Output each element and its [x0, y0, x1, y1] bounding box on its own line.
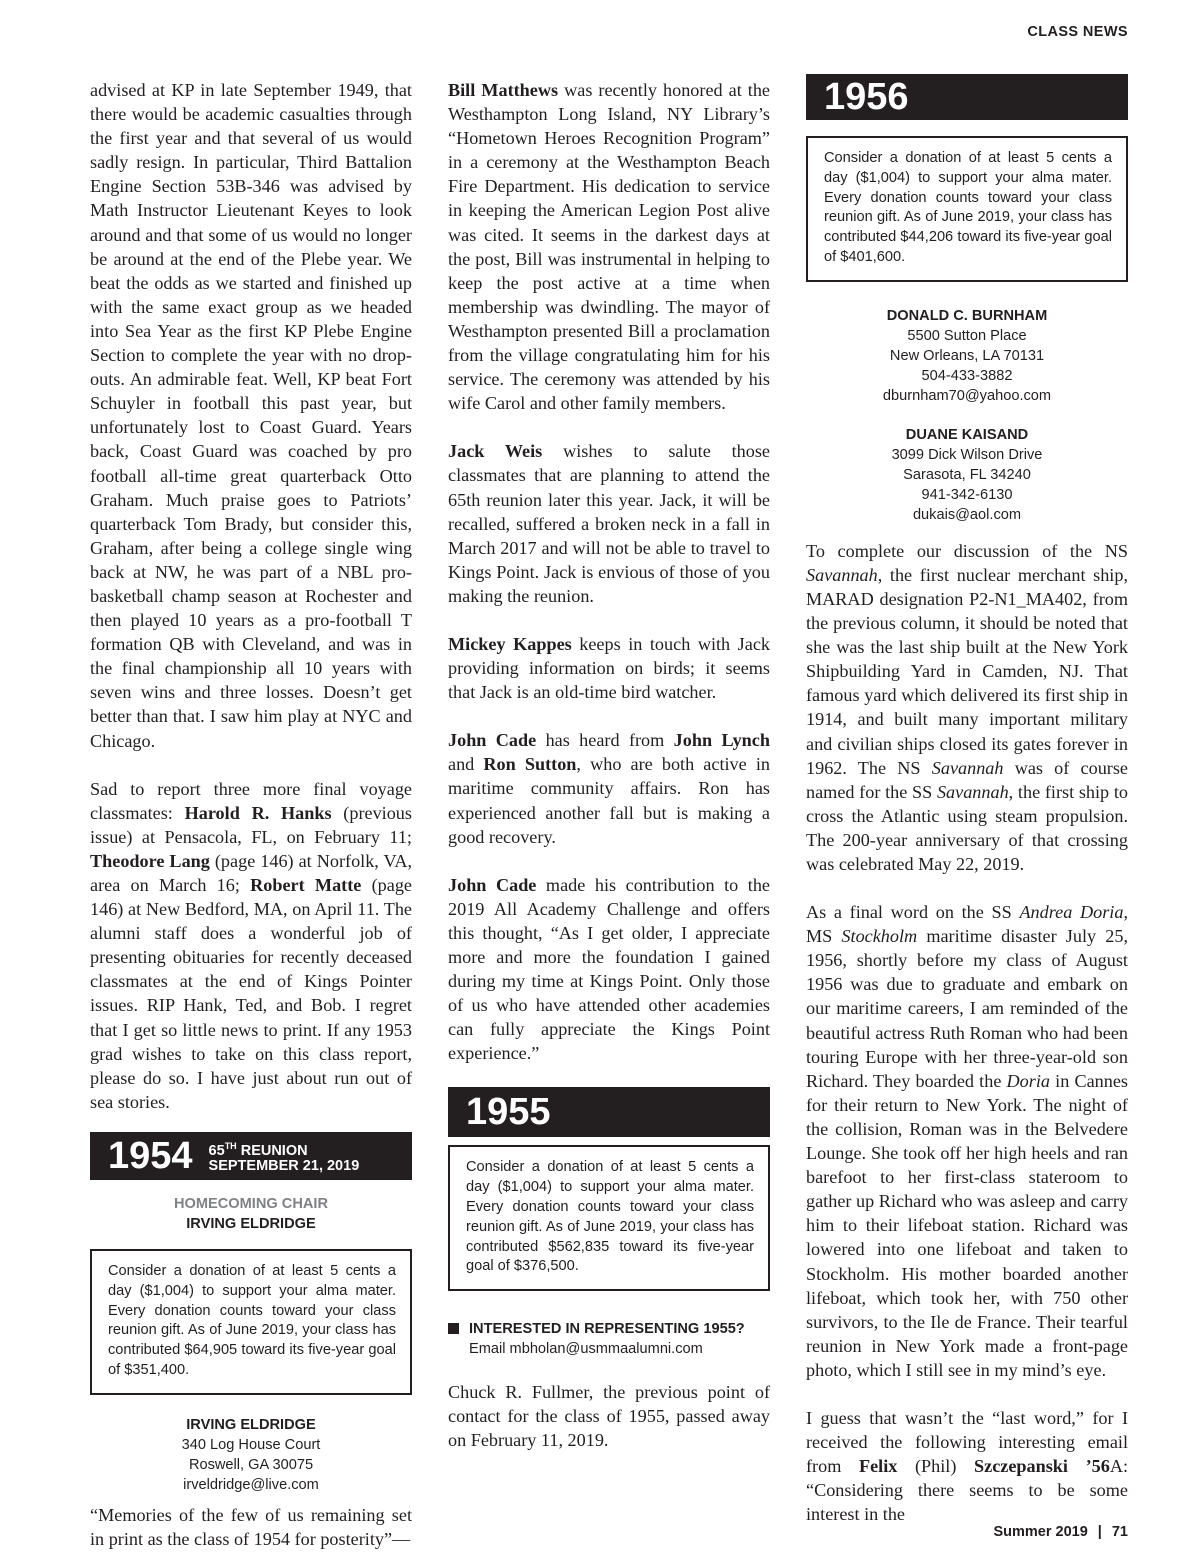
donation-box: Consider a donation of at least 5 cents a day ($1,004) to support your alma mater. Every donation counts toward your class reunion gift. As of June 2019, your class has contributed $64,905 toward its five-year goal of $351,400. [90, 1249, 412, 1395]
contact-address: 3099 Dick Wilson Drive [891, 446, 1043, 463]
contact-email[interactable]: irveldridge@live.com [183, 1476, 319, 1493]
contact-name: IRVING ELDRIDGE [186, 1416, 316, 1433]
section-label: CLASS NEWS [1027, 24, 1128, 40]
class-year: 1956 [824, 76, 909, 118]
ship-name: Savannah [806, 564, 878, 585]
reunion-info [209, 1138, 360, 1175]
ship-name: Andrea Doria [1019, 902, 1124, 923]
contact-phone: 941-342-6130 [921, 486, 1013, 503]
contact-city: Sarasota, FL 34240 [903, 466, 1031, 483]
square-bullet-icon [448, 1323, 459, 1334]
classmate-name: Ron Sutton [483, 754, 577, 775]
text: , the first nuclear merchant ship, MARAD designation P2-N1_MA402, from the previous column, it should be noted that she was the last ship built at the New York Shipbuilding Yard in Camden, NJ. That famous yard which delivered its first ship in 1914, and built many important military and civilian ships closed its gates forever in 1962. The NS [806, 564, 1128, 778]
text: (previous issue) at Pensacola, FL, on February 11; [90, 802, 412, 847]
text: , MS [806, 902, 1128, 947]
paragraph: Chuck R. Fullmer, the previous point of contact for the class of 1955, passed away on February 11, 2019. [448, 1382, 770, 1451]
class-year: 1955 [466, 1091, 551, 1134]
text: was of course named for the SS [806, 757, 1129, 802]
text: made his contribution to the 2019 All Academy Challenge and offers this thought, “As I get older, I appreciate more and more the foundation I gained during my time at Kings Point. Only those of us who have attended other academies can fully appreciate the Kings Point experience.” [448, 874, 770, 1064]
notice-title: INTERESTED IN REPRESENTING 1955? [469, 1321, 745, 1338]
class-contact [806, 425, 1128, 525]
paragraph [448, 873, 770, 1066]
text: maritime disaster July 25, 1956, shortly before my class of August 1956 was due to graduate and embark on our maritime careers, I am reminded of the beautiful actress Ruth Roman who had been touring Europe with her three-year-old son Richard. They boarded the [806, 926, 1128, 1091]
notice-email[interactable]: Email mbholan@usmmaalumni.com [469, 1341, 703, 1358]
text: and [448, 754, 484, 775]
page-number: 71 [1111, 1524, 1128, 1540]
paragraph [448, 632, 770, 704]
class-1956-banner [806, 74, 1128, 120]
classmate-name: John Cade [448, 874, 537, 895]
contact-address: 340 Log House Court [181, 1436, 321, 1453]
paragraph [448, 439, 770, 608]
classmate-name: Robert Matte [250, 875, 362, 895]
text: I guess that wasn’t the “last word,” for I received the following interesting email from [806, 1407, 1128, 1477]
issue-label: Summer 2019 [993, 1524, 1088, 1540]
class-year: 1954 [108, 1134, 193, 1177]
class-contact [90, 1415, 412, 1495]
paragraph [448, 78, 770, 415]
paragraph: advised at KP in late September 1949, that there would be academic casualties through the first year and that several of us would sadly resign. In particular, Third Battalion Engine Section 53B-346 was advised by Math Instructor Lieutenant Keyes to look around and that some of us would no longer be around at the end of the Plebe year. We beat the odds as we started and finished up with the same exact group as we headed into Sea Year as the first KP Plebe Engine Section to complete the year with no drop-outs. An admirable feat. Well, KP beat Fort Schuyler in football this past year, but unfortunately lost to Coast Guard. Years back, Coast Guard was coached by pro football all-time great quarterback Otto Graham. Much praise goes to Patriots’ quarterback Tom Brady, but consider this, Graham, after being a college single wing back at NW, he was part of a NBL pro-basketball champ season at Rochester and then played 10 years as a pro-football T formation QB with Cleveland, and was in the final championship all 10 years with seven wins and three losses. Doesn’t get better than that. I saw him play at NYC and Chicago. [90, 80, 412, 751]
column-2 [448, 78, 770, 1453]
text: As a final word on the SS [806, 902, 1020, 923]
footer-separator: | [1097, 1524, 1102, 1540]
classmate-name: Theodore Lang [90, 850, 210, 871]
text: wishes to salute those classmates that are planning to attend the 65th reunion later this year. Jack, it will be recalled, suffered a broken neck in a fall in March 2017 and will not be able to travel to Kings Point. Jack is envious of those of you making the reunion. [448, 441, 770, 606]
classmate-name: John Lynch [673, 730, 770, 751]
paragraph [90, 777, 412, 1114]
homecoming-chair [90, 1194, 412, 1234]
page-footer [993, 1524, 1128, 1540]
text: To complete our discussion of the NS [806, 540, 1128, 561]
text: (page 146) at New Bedford, MA, on April 11. The alumni staff does a wonderful job of presenting obituaries for recently deceased classmates at the end of Kings Pointer issues. RIP Hank, Ted, and Bob. I regret that I get so little news to print. If any 1953 grad wishes to take on this class report, please do so. I have just about run out of sea stories. [90, 875, 413, 1112]
reunion-date: SEPTEMBER 21, 2019 [208, 1158, 360, 1175]
paragraph [806, 1406, 1128, 1526]
donation-box: Consider a donation of at least 5 cents a day ($1,004) to support your alma mater. Every donation counts toward your class reunion gift. As of June 2019, your class has contributed $44,206 toward its five-year goal of $401,600. [806, 136, 1128, 282]
class-1954-banner [90, 1132, 412, 1180]
text: keeps in touch with Jack providing information on birds; it seems that Jack is an old-time bird watcher. [448, 633, 770, 703]
contact-city: New Orleans, LA 70131 [889, 347, 1045, 364]
classmate-name: Bill Matthews [448, 80, 559, 100]
ship-name: Doria [1006, 1070, 1050, 1091]
text: , the first ship to cross the Atlantic using steam propulsion. The 200-year anniversary of that crossing was celebrated May 22, 2019. [806, 781, 1128, 874]
classmate-name: Harold R. Hanks [184, 802, 332, 823]
contact-address: 5500 Sutton Place [907, 327, 1027, 344]
contact-email[interactable]: dburnham70@yahoo.com [882, 387, 1052, 404]
text: has heard from [536, 730, 674, 751]
donation-box: Consider a donation of at least 5 cents a day ($1,004) to support your alma mater. Every donation counts toward your class reunion gift. As of June 2019, your class has contributed $562,835 toward its five-year goal of $376,500. [448, 1145, 770, 1291]
text: , who are both active in maritime community affairs. Ron has experienced another fall but is making a good recovery. [448, 754, 770, 847]
classmate-name: John Cade [448, 730, 537, 751]
ship-name: Savannah [931, 757, 1004, 778]
chair-name: IRVING ELDRIDGE [186, 1215, 316, 1232]
column-1 [90, 78, 412, 1551]
text: Sad to report three more final voyage classmates: [90, 778, 412, 823]
classmate-name: Jack Weis [448, 441, 543, 462]
text: in Cannes for their return to New York. The night of the collision, Roman was in the Belvedere Lounge. She took off her high heels and ran barefoot to her first-class stateroom to gather up Richard who was asleep and carry him to their lifeboat station. Richard was lowered into one lifeboat and taken to Stockholm. His mother boarded another lifeboat, which took her, with 750 other survivors, to the Ile de France. Their tearful reunion in New York made a front-page photo, which I still see in my mind’s eye. [806, 1070, 1128, 1380]
column-3 [806, 74, 1128, 1526]
ship-name: Savannah [936, 781, 1009, 802]
paragraph [448, 728, 770, 848]
chair-label: HOMECOMING CHAIR [173, 1195, 329, 1212]
reunion-ordinal: 65 [208, 1142, 225, 1159]
reunion-word: REUNION [236, 1142, 308, 1159]
class-1955-banner [448, 1087, 770, 1137]
class-contact [806, 306, 1128, 406]
classmate-name: Szczepanski ’56 [974, 1456, 1110, 1477]
paragraph [806, 900, 1128, 1382]
contact-name: DUANE KAISAND [905, 426, 1029, 443]
paragraph [806, 539, 1128, 876]
text: (Phil) [897, 1456, 974, 1477]
text: was recently honored at the Westhampton Long Island, NY Library’s “Hometown Heroes Recognition Program” in a ceremony at the Westhampton Beach Fire Department. His dedication to service in keeping the American Legion Post alive was cited. It seems in the darkest days at the post, Bill was instrumental in helping to keep the post active at a time when membership was dwindling. The mayor of Westhampton presented Bill a proclamation from the village congratulating him for his service. The ceremony was attended by his wife Carol and other family members. [448, 80, 770, 414]
text: (page 146) at Norfolk, VA, area on March 16; [90, 850, 412, 895]
reunion-ordinal-suffix: TH [224, 1140, 237, 1151]
contact-phone: 504-433-3882 [921, 367, 1013, 384]
text: A: “Considering there seems to be some interest in the [806, 1456, 1129, 1525]
contact-city: Roswell, GA 30075 [188, 1456, 314, 1473]
classmate-name: Felix [858, 1456, 898, 1477]
contact-email[interactable]: dukais@aol.com [912, 506, 1022, 523]
contact-name: DONALD C. BURNHAM [886, 307, 1048, 324]
representative-notice [448, 1319, 770, 1359]
classmate-name: Mickey Kappes [448, 633, 572, 654]
ship-name: Stockholm [841, 926, 918, 947]
paragraph: “Memories of the few of us remaining set in print as the class of 1954 for posterity”— [90, 1504, 412, 1549]
